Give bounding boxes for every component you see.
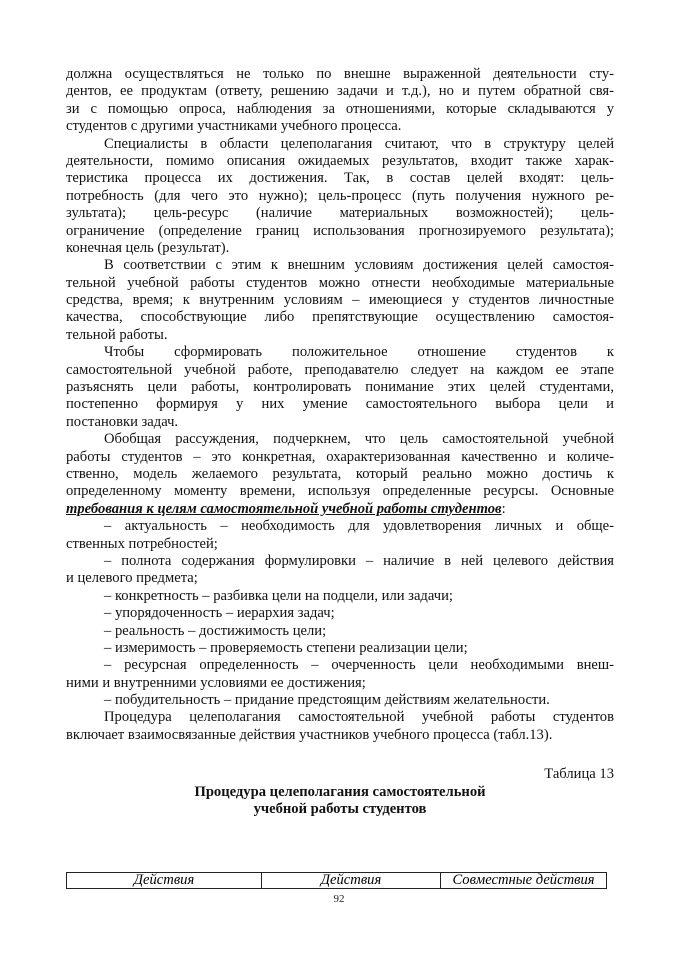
text-line: постепенно формируя у них умение самостоятельного выбора цели и — [66, 396, 614, 413]
requirements-list — [66, 518, 614, 709]
list-item: – конкретность – разбивка цели на подцели, или задачи; — [104, 587, 453, 604]
table-header-cell: Совместные действия — [441, 873, 607, 889]
emphasis-line — [66, 501, 614, 518]
requirements-heading: требования к целям самостоятельной учебной работы студентов — [66, 500, 502, 517]
paragraph-2 — [66, 136, 614, 258]
text-line: потребность (для чего это нужно); цель-процесс (путь получения нужного ре- — [66, 187, 614, 204]
list-item: – реальность – достижимость цели; — [104, 622, 327, 639]
text-line: конечная цель (результат). — [66, 239, 230, 256]
text-line: включает взаимосвязанные действия участников учебного процесса (табл.13). — [66, 726, 553, 743]
text-line: разъяснять цели работы, контролировать понимание этих целей студентами, — [66, 379, 614, 396]
text-line: теристика процесса их достижения. Так, в состав целей входят: цель- — [66, 170, 614, 187]
page-number: 92 — [333, 893, 345, 905]
text-line: тельной работы. — [66, 326, 168, 343]
text-line: определенному моменту времени, используя определенные ресурсы. Основные — [66, 483, 614, 500]
text-line: ограничение (определение границ использования прогнозируемого результата); — [66, 222, 614, 239]
closing-paragraph — [66, 709, 614, 744]
paragraph-1 — [66, 66, 614, 136]
text-line: работы студентов – это конкретная, охарактеризованная качественно и количе- — [66, 448, 614, 465]
list-item-continuation: ними и внутренними условиями ее достижения; — [66, 674, 366, 691]
paragraph-4 — [66, 344, 614, 431]
text-line: постановки задач. — [66, 413, 179, 430]
table-header-cell: Действия — [67, 873, 262, 889]
text-line: ственно, модель желаемого результата, который реально можно достичь к — [66, 465, 614, 482]
text-line: Процедура целеполагания самостоятельной учебной работы студентов — [104, 709, 614, 726]
text-line: должна осуществляться не только по внешне выраженной деятельности сту- — [66, 66, 614, 82]
table-header-cell: Действия — [262, 873, 441, 889]
list-item-continuation: и целевого предмета; — [66, 570, 198, 587]
list-item: – ресурсная определенность – очерченность цели необходимыми внеш- — [104, 657, 614, 674]
paragraph-3 — [66, 257, 614, 344]
text-line: самостоятельной учебной работе, преподавателю следует на каждом ее этапе — [66, 361, 614, 378]
requirements-heading-colon: : — [501, 500, 506, 517]
text-line: студентов с другими участниками учебного процесса. — [66, 118, 402, 135]
procedure-table — [66, 872, 607, 889]
text-line: зи с помощью опроса, наблюдения за отношениями, которые складываются у — [66, 100, 614, 117]
table-caption: Таблица 13 — [544, 766, 614, 783]
text-line: тельной учебной работы студентов можно отнести необходимые материальные — [66, 274, 614, 291]
text-line: В соответствии с этим к внешним условиям достижения целей самостоя- — [104, 257, 614, 274]
text-line: Чтобы сформировать положительное отношение студентов к — [104, 344, 614, 361]
table-header-row — [67, 873, 607, 889]
text-line: деятельности, помимо описания ожидаемых результатов, входит также харак- — [66, 152, 614, 169]
list-item-continuation: ственных потребностей; — [66, 535, 218, 552]
list-item: – измеримость – проверяемость степени реализации цели; — [104, 639, 468, 656]
table-title-line-2: учебной работы студентов — [253, 801, 427, 818]
text-line: дентов, ее продуктам (ответу, решению задачи и т.д.), но и путем обратной свя- — [66, 83, 614, 100]
table-title: Процедура целеполагания самостоятельной — [194, 783, 486, 800]
page-body — [66, 66, 614, 818]
text-line: Специалисты в области целеполагания считают, что в структуру целей — [104, 135, 614, 152]
paragraph-5 — [66, 431, 614, 518]
list-item: – упорядоченность – иерархия задач; — [104, 605, 335, 622]
text-line: средства, время; к внутренним условиям – имеющиеся у студентов личностные — [66, 292, 614, 309]
list-item: – побудительность – придание предстоящим действиям желательности. — [104, 692, 550, 709]
text-line: Обобщая рассуждения, подчеркнем, что цель самостоятельной учебной — [104, 431, 614, 448]
list-item: – актуальность – необходимость для удовлетворения личных и обще- — [104, 518, 614, 535]
text-line: зультата); цель-ресурс (наличие материальных возможностей); цель- — [66, 205, 614, 222]
text-line: качества, способствующие либо препятствующие осуществлению самостоя- — [66, 309, 614, 326]
list-item: – полнота содержания формулировки – наличие в ней целевого действия — [104, 552, 614, 569]
